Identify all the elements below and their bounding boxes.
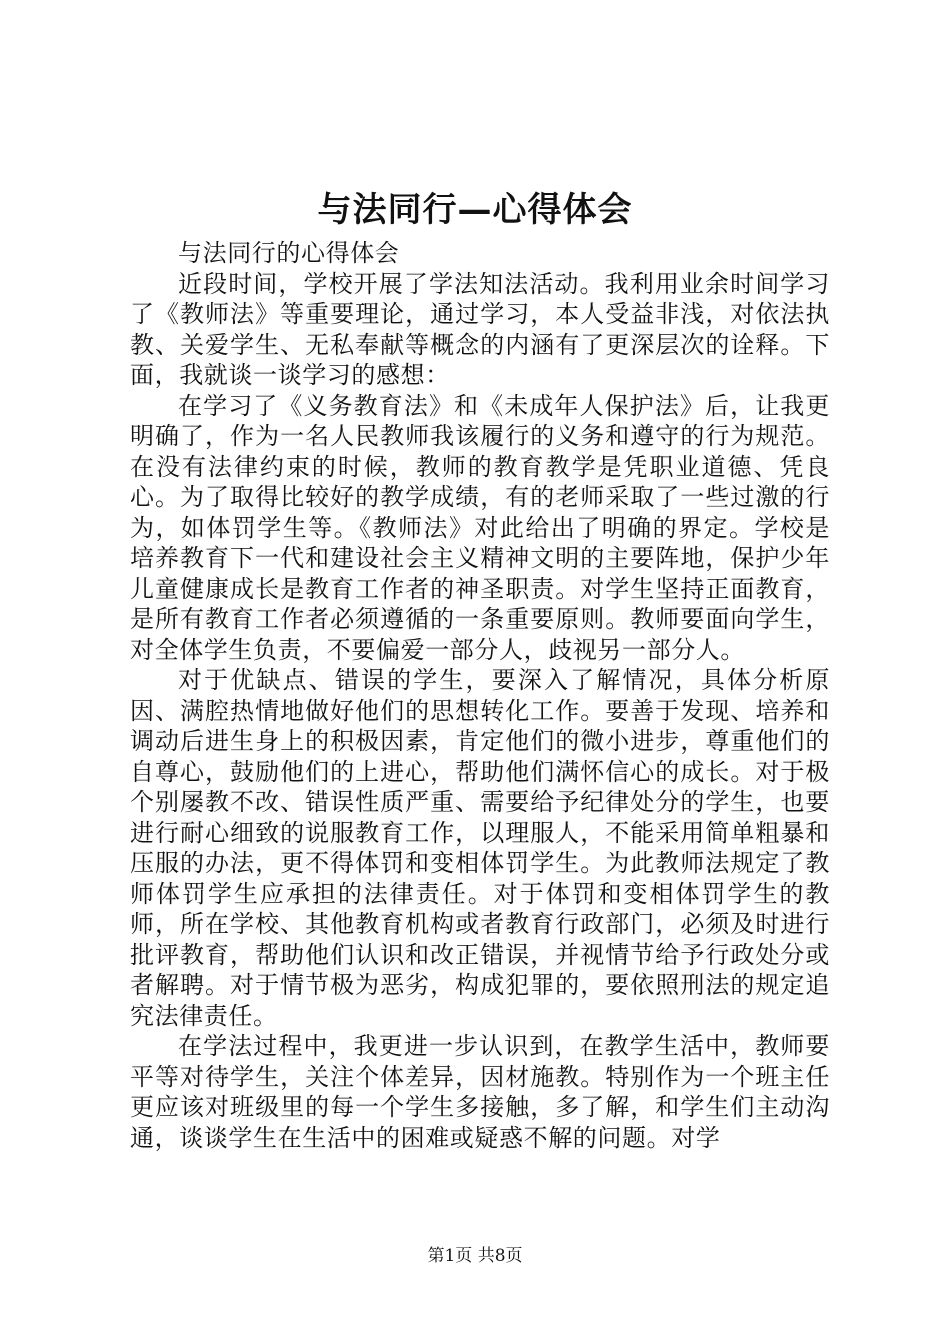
paragraph: 对于优缺点、错误的学生，要深入了解情况，具体分析原因、满腔热情地做好他们的思想转化工作。要善于发现、培养和调动后进生身上的积极因素，肯定他们的微小进步，尊重他们的自尊心，鼓励他们的上进心，帮助他们满怀信心的成长。对于极个别屡教不改、错误性质严重、需要给予纪律处分的学生，也要进行耐心细致的说服教育工作，以理服人，不能采用简单粗暴和压服的办法，更不得体罚和变相体罚学生。为此教师法规定了教师体罚学生应承担的法律责任。对于体罚和变相体罚学生的教师，所在学校、其他教育机构或者教育行政部门，必须及时进行批评教育，帮助他们认识和改正错误，并视情节给予行政处分或者解聘。对于情节极为恶劣，构成犯罪的，要依照刑法的规定追究法律责任。 bbox=[130, 666, 830, 1030]
paragraph-subtitle: 与法同行的心得体会 bbox=[178, 239, 400, 267]
paragraph: 在学法过程中，我更进一步认识到，在教学生活中，教师要平等对待学生，关注个体差异，因材施教。特别作为一个班主任更应该对班级里的每一个学生多接触，多了解，和学生们主动沟通，谈谈学生在生活中的困难或疑惑不解的问题。对学 bbox=[130, 1032, 830, 1152]
paragraph: 在学习了《义务教育法》和《未成年人保护法》后，让我更明确了，作为一名人民教师我该履行的义务和遵守的行为规范。在没有法律约束的时候，教师的教育教学是凭职业道德、凭良心。为了取得比较好的教学成绩，有的老师采取了一些过激的行为，如体罚学生等。《教师法》对此给出了明确的界定。学校是培养教育下一代和建设社会主义精神文明的主要阵地，保护少年儿童健康成长是教育工作者的神圣职责。对学生坚持正面教育，是所有教育工作者必须遵循的一条重要原则。教师要面向学生，对全体学生负责，不要偏爱一部分人，歧视另一部分人。 bbox=[130, 391, 830, 664]
page-number-footer: 第1页 共8页 bbox=[427, 1246, 523, 1266]
paragraph: 近段时间，学校开展了学法知法活动。我利用业余时间学习了《教师法》等重要理论，通过学习，本人受益非浅，对依法执教、关爱学生、无私奉献等概念的内涵有了更深层次的诠释。下面，我就谈一谈学习的感想： bbox=[130, 269, 830, 389]
document-title: 与法同行—心得体会 bbox=[317, 190, 633, 230]
document-body bbox=[130, 238, 830, 1153]
